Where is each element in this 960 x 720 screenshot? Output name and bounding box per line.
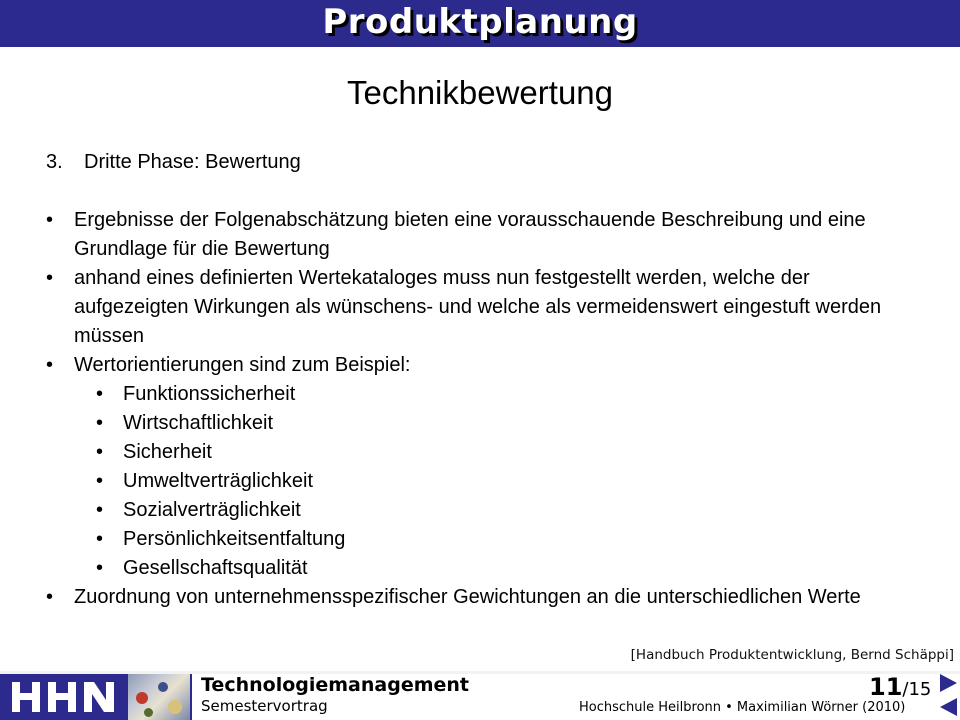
- sub-bullet-item: • Funktionssicherheit: [46, 380, 926, 409]
- bullet-item: • Zuordnung von unternehmensspezifischer Gewichtungen an die unterschiedlichen Werte: [46, 583, 926, 612]
- sub-bullet-item: • Sozialverträglichkeit: [46, 496, 926, 525]
- page-number: [869, 673, 931, 701]
- source-citation: [Handbuch Produktentwicklung, Bernd Schäppi]: [630, 647, 954, 663]
- phase-heading: [46, 148, 926, 177]
- sub-bullet-item: • Persönlichkeitsentfaltung: [46, 525, 926, 554]
- page-current: 11: [869, 673, 903, 701]
- course-title: Technologiemanagement: [201, 674, 470, 696]
- slide-content: [46, 148, 926, 612]
- page-total: /15: [902, 679, 932, 700]
- bullet-item: • anhand eines definierten Wertekataloges muss nun festgestellt werden, welche der aufgezeigten Wirkungen als wünschens- und welche als vermeidenswert eingestuft werden müssen: [46, 264, 926, 351]
- bullet-item: • Wertorientierungen sind zum Beispiel:: [46, 351, 926, 380]
- bullet-item: • Ergebnisse der Folgenabschätzung bieten eine vorausschauende Beschreibung und eine Grundlage für die Bewertung: [46, 206, 926, 264]
- next-slide-button[interactable]: [940, 674, 957, 692]
- sub-bullet-item: • Umweltverträglichkeit: [46, 467, 926, 496]
- phase-title: Dritte Phase: Bewertung: [84, 151, 301, 173]
- slide-subtitle: Technikbewertung: [347, 74, 613, 111]
- sub-bullet-item: • Sicherheit: [46, 438, 926, 467]
- page-title: Produktplanung: [322, 2, 638, 42]
- previous-slide-button[interactable]: [940, 698, 957, 716]
- hhn-logo: [10, 678, 122, 716]
- course-subtitle: Semestervortrag: [201, 697, 328, 715]
- sub-bullet-item: • Gesellschaftsqualität: [46, 554, 926, 583]
- phase-number: 3.: [46, 151, 63, 173]
- header-photo: [128, 674, 190, 720]
- sub-bullet-item: • Wirtschaftlichkeit: [46, 409, 926, 438]
- author-line: Hochschule Heilbronn • Maximilian Wörner (2010): [579, 700, 906, 715]
